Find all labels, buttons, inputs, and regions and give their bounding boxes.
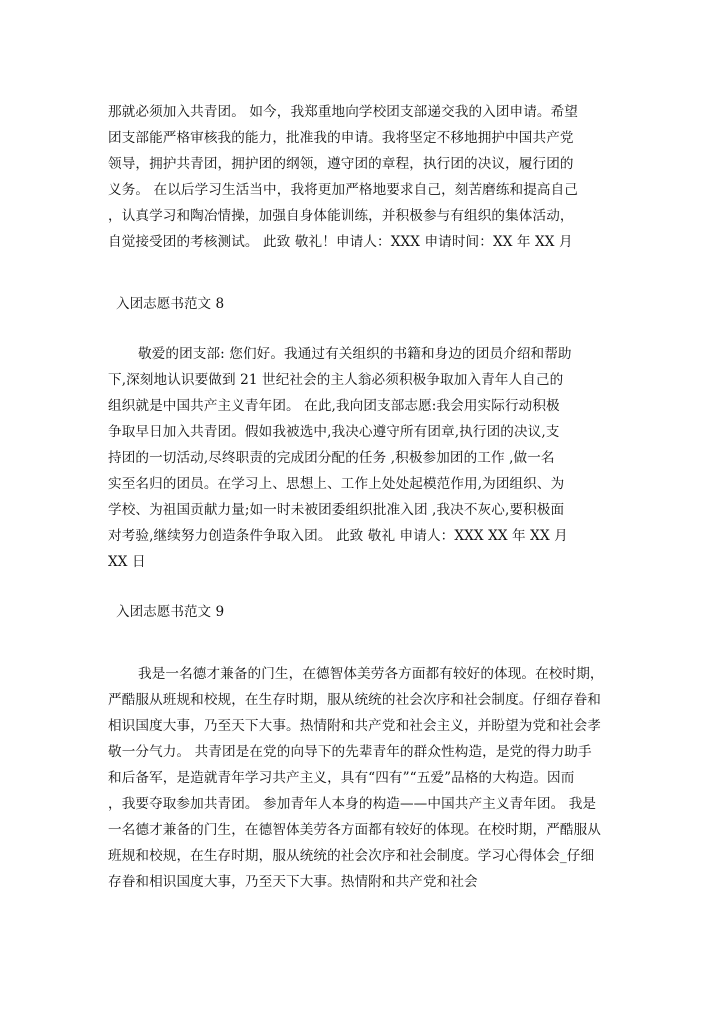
paragraph-line: 班规和校规，在生存时期，服从统统的社会次序和社会制度。学习心得体会_仔细 (108, 848, 595, 864)
paragraph-line: 义务。 在以后学习生活当中，我将更加严格地要求自己，刻苦磨练和提高自己 (108, 182, 579, 198)
paragraph-line: 敬爱的团支部: 您们好。我通过有关组织的书籍和身边的团员介绍和帮助 (138, 346, 572, 362)
paragraph-line: 和后备军，是造就青年学习共产主义，具有“四有”“五爱”品格的大构造。因而 (108, 770, 575, 786)
section-heading: 入团志愿书范文 9 (116, 604, 225, 620)
paragraph-line: 一名德才兼备的门生，在德智体美劳各方面都有较好的体现。在校时期，严酷服从 (108, 822, 601, 838)
paragraph-line: 我是一名德才兼备的门生，在德智体美劳各方面都有较好的体现。在校时期， (138, 666, 604, 682)
paragraph-line: 学校、为祖国贡献力量;如一时未被团委组织批准入团 ,我决不灰心,要积极面 (108, 502, 565, 518)
paragraph-line: 持团的一切活动,尽终职责的完成团分配的任务 ,积极参加团的工作 ,做一名 (108, 450, 555, 466)
paragraph-line: 组织就是中国共产主义青年团。 在此,我向团支部志愿:我会用实际行动积极 (108, 398, 560, 414)
paragraph-line: 严酷服从班规和校规，在生存时期，服从统统的社会次序和社会制度。仔细存眷和 (108, 692, 601, 708)
paragraph-line: ，我要夺取参加共青团。 参加青年人本身的构造——中国共产主义青年团。 我是 (108, 796, 597, 812)
paragraph-line: ，认真学习和陶冶情操，加强自身体能训练，并积极参与有组织的集体活动， (108, 208, 574, 224)
paragraph-line: 团支部能严格审核我的能力，批准我的申请。我将坚定不移地拥护中国共产党 (108, 130, 574, 146)
paragraph-line: 对考验,继续努力创造条件争取入团。 此致 敬礼 申请人：XXX XX 年 XX 月 (108, 528, 568, 544)
paragraph-line: 下,深刻地认识要做到 21 世纪社会的主人翁必须积极争取加入青年人自己的 (108, 372, 564, 388)
paragraph-line: 敬一分气力。 共青团是在党的向导下的先辈青年的群众性构造，是党的得力助手 (108, 744, 592, 760)
paragraph-line: 存眷和相识国度大事，乃至天下大事。热情附和共产党和社会 (108, 874, 478, 890)
paragraph-line: 相识国度大事，乃至天下大事。热情附和共产党和社会主义，并盼望为党和社会孝 (108, 718, 601, 734)
paragraph-line: 那就必须加入共青团。 如今，我郑重地向学校团支部递交我的入团申请。希望 (108, 104, 579, 120)
paragraph-line: 争取早日加入共青团。假如我被选中,我决心遵守所有团章,执行团的决议,支 (108, 424, 560, 440)
paragraph-line: 领导，拥护共青团，拥护团的纲领，遵守团的章程，执行团的决议，履行团的 (108, 156, 574, 172)
section-heading: 入团志愿书范文 8 (116, 296, 225, 312)
paragraph-line: 自觉接受团的考核测试。 此致 敬礼！申请人：XXX 申请时间：XX 年 XX 月 (108, 234, 573, 250)
paragraph-line: XX 日 (108, 554, 146, 570)
paragraph-line: 实至名归的团员。在学习上、思想上、工作上处处起模范作用,为团组织、为 (108, 476, 565, 492)
